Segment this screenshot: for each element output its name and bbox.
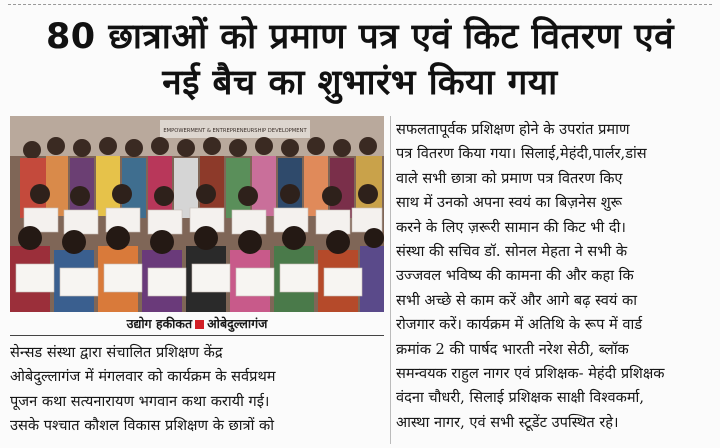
headline (0, 14, 720, 106)
caption-source: उद्योग हकीकत (126, 316, 193, 331)
body-line: उसके पश्चात कौशल विकास प्रशिक्षण के छात्रों को (10, 417, 275, 435)
article-column-left (10, 341, 384, 439)
body-line: आस्था नागर, एवं सभी स्टूडेंट उपस्थित रहे। (396, 413, 619, 431)
body-line: संस्था की सचिव डॉ. सोनल मेहता ने सभी के (396, 243, 628, 261)
top-rule (8, 4, 712, 5)
caption-rule (10, 335, 384, 336)
group-photo-icon (10, 116, 384, 312)
article-column-right (396, 118, 714, 435)
body-line: उज्जवल भविष्य की कामना की और कहा कि (396, 267, 634, 285)
headline-line-2: नई बैच का शुभारंभ किया गया (162, 63, 558, 103)
body-line: सेन्सड संस्था द्वारा संचालित प्रशिक्षण केंद्र (10, 344, 223, 361)
body-line: रोजगार करें। कार्यक्रम में अतिथि के रूप में वार्ड (396, 316, 643, 334)
body-line: सफलतापूर्वक प्रशिक्षण होने के उपरांत प्रमाण (396, 121, 630, 138)
headline-line-1: 80 छात्राओं को प्रमाण पत्र एवं किट वितरण एवं (45, 17, 675, 57)
body-line: पूजन कथा सत्यनारायण भगवान कथा करायी गई। (10, 392, 270, 410)
body-line: वाले सभी छात्रा को प्रमाण पत्र वितरण किए (396, 169, 623, 187)
body-line: सभी अच्छे से काम करें और आगे बढ़ स्वयं का (396, 291, 637, 309)
body-line: ओबेदुल्लागंज में मंगलवार को कार्यक्रम के सर्वप्रथम (10, 368, 276, 386)
group-photo (10, 116, 384, 312)
body-line: क्रमांक 2 की पार्षद भारती नरेश सेठी, ब्लॉक (396, 340, 629, 358)
caption-location: ओबेदुल्लागंज (207, 316, 268, 331)
body-line: वंदना चौधरी, सिलाई प्रशिक्षक साक्षी विश्वकर्मा, (396, 389, 644, 407)
body-line: साथ में उनको अपना स्वयं का बिज़नेस शुरू (396, 194, 622, 212)
photo-banner-text: EMPOWERMENT & ENTREPRENEURSHIP DEVELOPMENT (163, 128, 307, 134)
body-line: समन्वयक राहुल नागर एवं प्रशिक्षक- मेहंदी प्रशिक्षक (396, 365, 665, 383)
column-divider (390, 116, 391, 444)
body-line: पत्र वितरण किया गया। सिलाई,मेहंदी,पार्लर,डांस (396, 145, 647, 163)
photo-caption (10, 315, 384, 332)
body-line: करने के लिए ज़रूरी सामान की किट भी दी। (396, 218, 626, 236)
caption-marker-icon (195, 320, 204, 329)
